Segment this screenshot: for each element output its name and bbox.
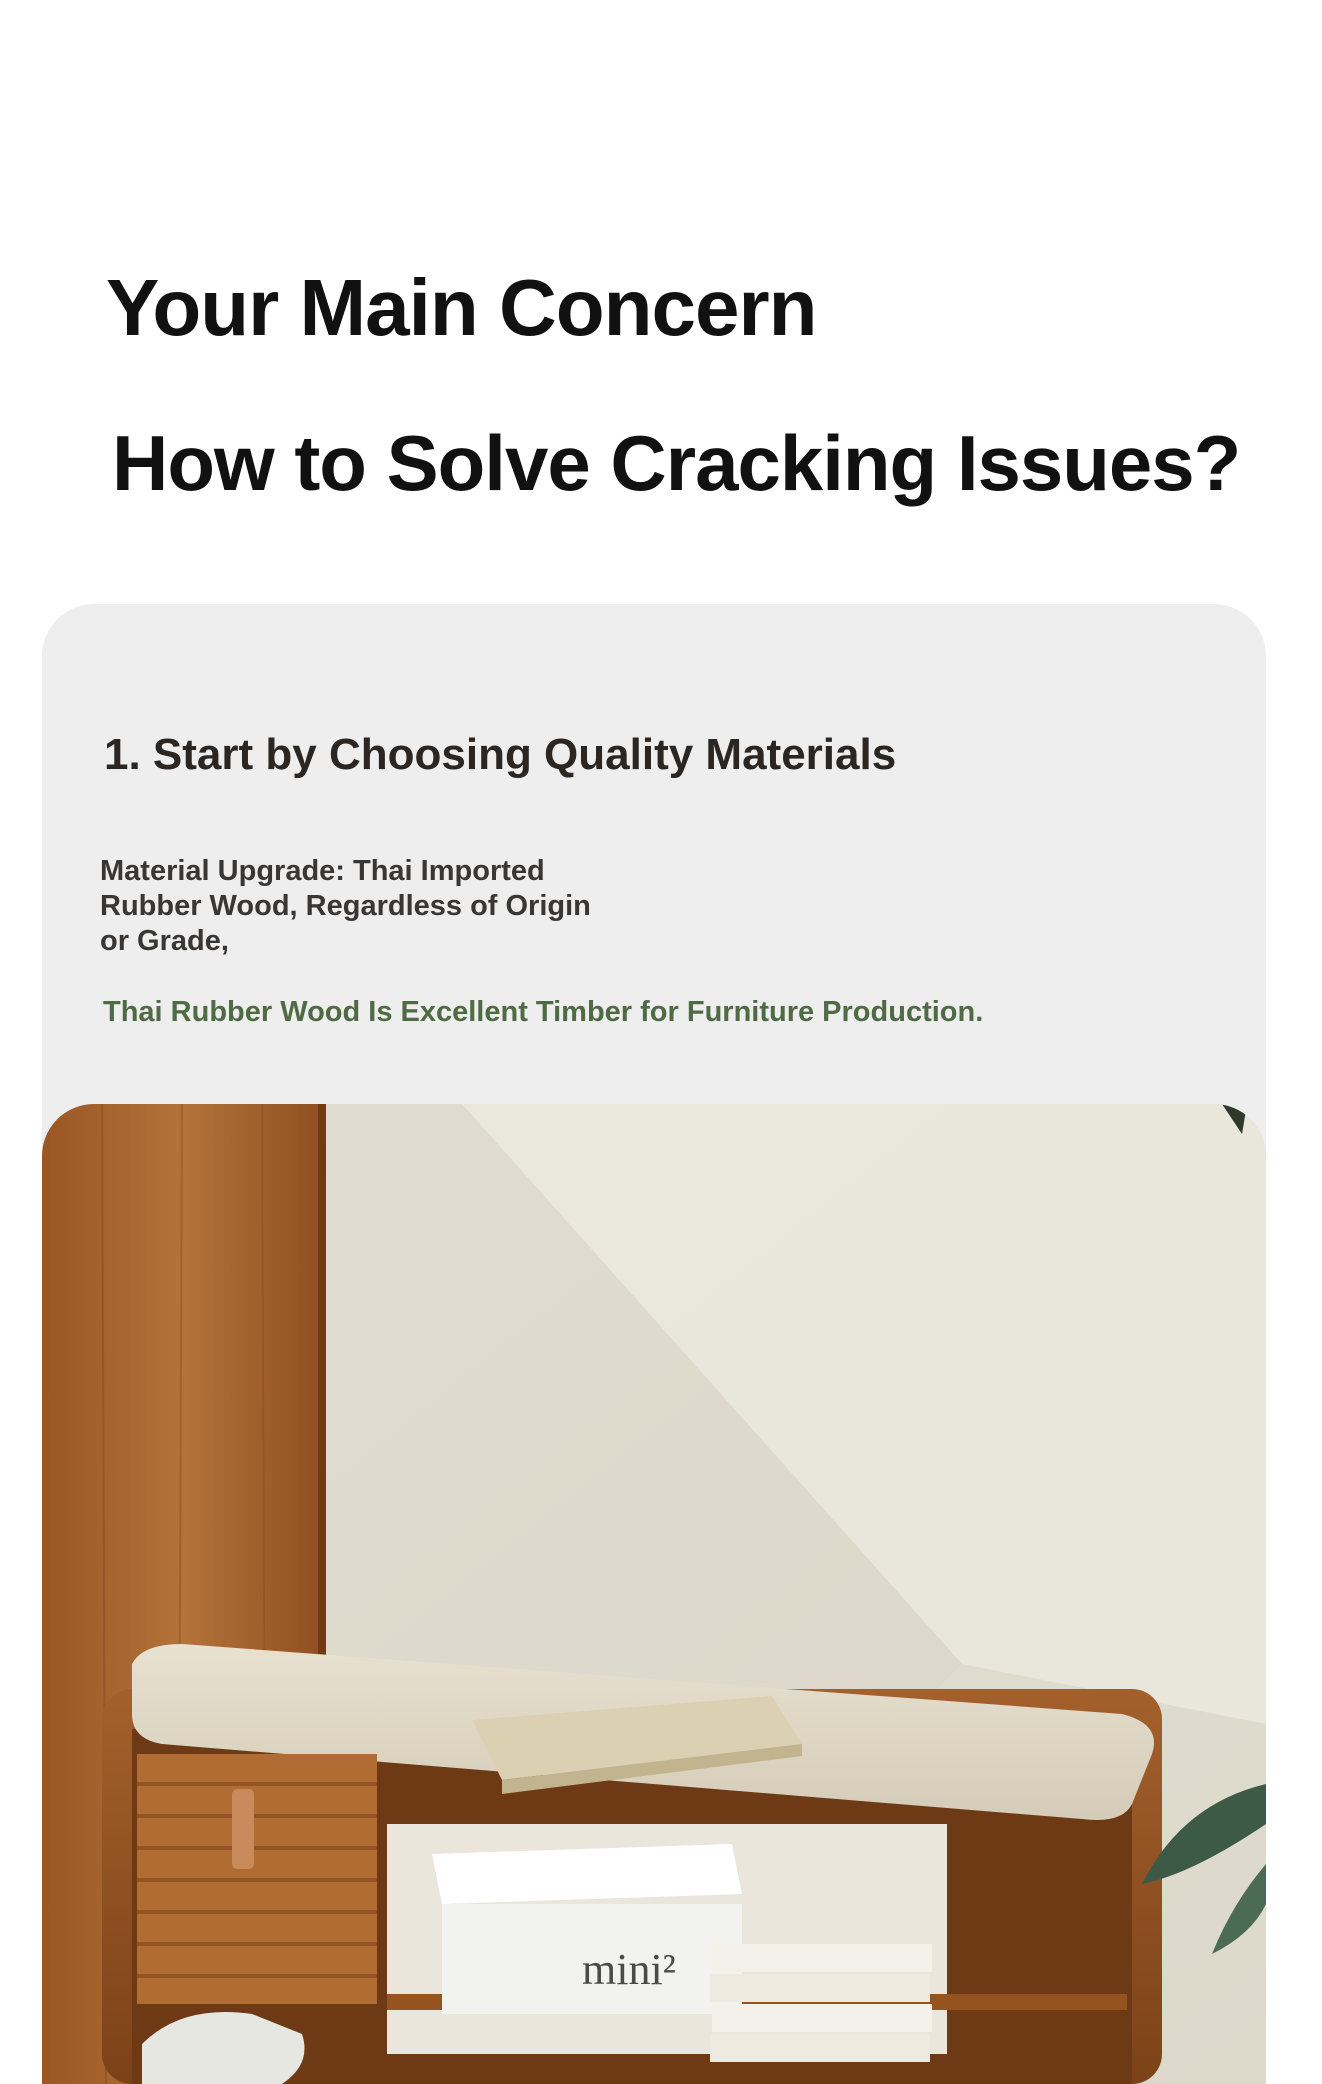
product-photo [42,1104,1266,2084]
step-title: 1. Start by Choosing Quality Materials [104,730,897,779]
shoe-bench [102,1644,1162,2084]
box-label: mini² [582,1945,676,1994]
page-subtitle: How to Solve Cracking Issues? [112,419,1241,507]
storage-box [432,1844,742,1904]
material-description [100,854,660,959]
material-line: Material Upgrade: Thai Imported [100,855,545,887]
drawer-handle [232,1789,254,1869]
content-card [42,604,1266,2084]
page-title: Your Main Concern [106,263,817,352]
material-line: Rubber Wood, Regardless of Origin [100,890,591,922]
material-line: or Grade, [100,925,229,957]
highlight-text: Thai Rubber Wood Is Excellent Timber for Furniture Production. [103,996,984,1028]
